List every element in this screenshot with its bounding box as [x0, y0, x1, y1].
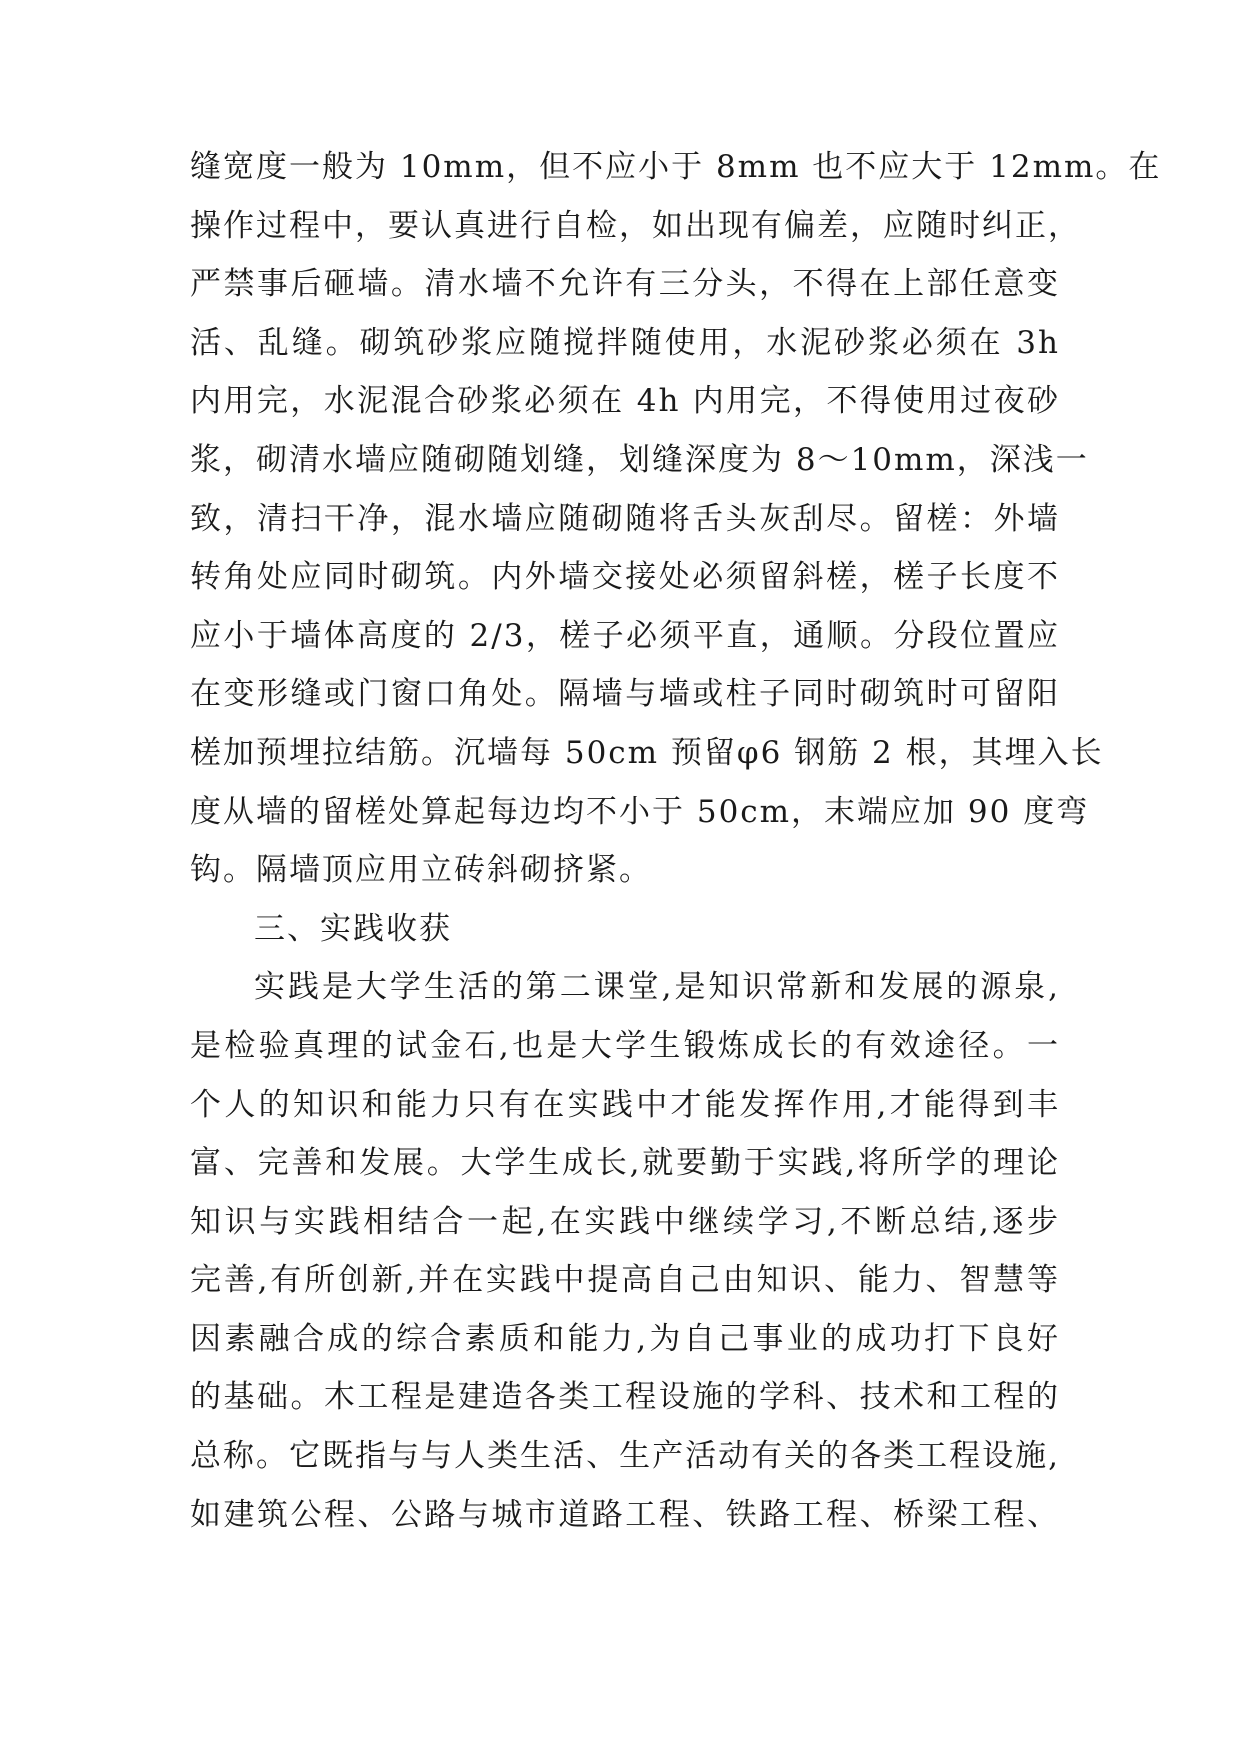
- paragraph-masonry-requirements: [190, 138, 1162, 1544]
- text-line: 因素融合成的综合素质和能力,为自己事业的成功打下良好: [190, 1320, 1060, 1357]
- text-line: 如建筑公程、公路与城市道路工程、铁路工程、桥梁工程、: [190, 1496, 1060, 1533]
- text-line: 的基础。木工程是建造各类工程设施的学科、技术和工程的: [190, 1379, 1060, 1416]
- text-line: 严禁事后砸墙。清水墙不允许有三分头，不得在上部任意变: [190, 266, 1060, 303]
- section-heading: 三、实践收获: [254, 910, 452, 947]
- text-line: 实践是大学生活的第二课堂,是知识常新和发展的源泉,: [254, 969, 1060, 1006]
- text-line: 内用完，水泥混合砂浆必须在 4h 内用完，不得使用过夜砂: [190, 383, 1060, 420]
- text-line: 操作过程中，要认真进行自检，如出现有偏差，应随时纠正，: [190, 207, 1081, 244]
- text-line: 完善,有所创新,并在实践中提高自己由知识、能力、智慧等: [190, 1262, 1060, 1299]
- text-line: 钩。隔墙顶应用立砖斜砌挤紧。: [190, 852, 652, 889]
- text-line: 应小于墙体高度的 2/3，槎子必须平直，通顺。分段位置应: [190, 617, 1060, 654]
- text-line: 总称。它既指与与人类生活、生产活动有关的各类工程设施,: [190, 1438, 1060, 1475]
- text-line: 富、完善和发展。大学生成长,就要勤于实践,将所学的理论: [190, 1145, 1060, 1182]
- text-line: 致，清扫干净，混水墙应随砌随将舌头灰刮尽。留槎：外墙: [190, 500, 1060, 537]
- text-line: 在变形缝或门窗口角处。隔墙与墙或柱子同时砌筑时可留阳: [190, 676, 1060, 713]
- text-line: 槎加预埋拉结筋。沉墙每 50cm 预留φ6 钢筋 2 根，其埋入长: [190, 734, 1104, 771]
- text-line: 知识与实践相结合一起,在实践中继续学习,不断总结,逐步: [190, 1203, 1060, 1240]
- text-line: 缝宽度一般为 10mm，但不应小于 8mm 也不应大于 12mm。在: [190, 149, 1162, 185]
- text-line: 度从墙的留槎处算起每边均不小于 50cm，末端应加 90 度弯: [190, 793, 1090, 830]
- text-line: 是检验真理的试金石,也是大学生锻炼成长的有效途径。一: [190, 1027, 1060, 1064]
- text-line: 活、乱缝。砌筑砂浆应随搅拌随使用，水泥砂浆必须在 3h: [190, 324, 1060, 361]
- text-line: 浆，砌清水墙应随砌随划缝，划缝深度为 8～10mm，深浅一: [190, 441, 1089, 478]
- text-line: 转角处应同时砌筑。内外墙交接处必须留斜槎，槎子长度不: [190, 559, 1060, 596]
- text-line: 个人的知识和能力只有在实践中才能发挥作用,才能得到丰: [190, 1086, 1060, 1123]
